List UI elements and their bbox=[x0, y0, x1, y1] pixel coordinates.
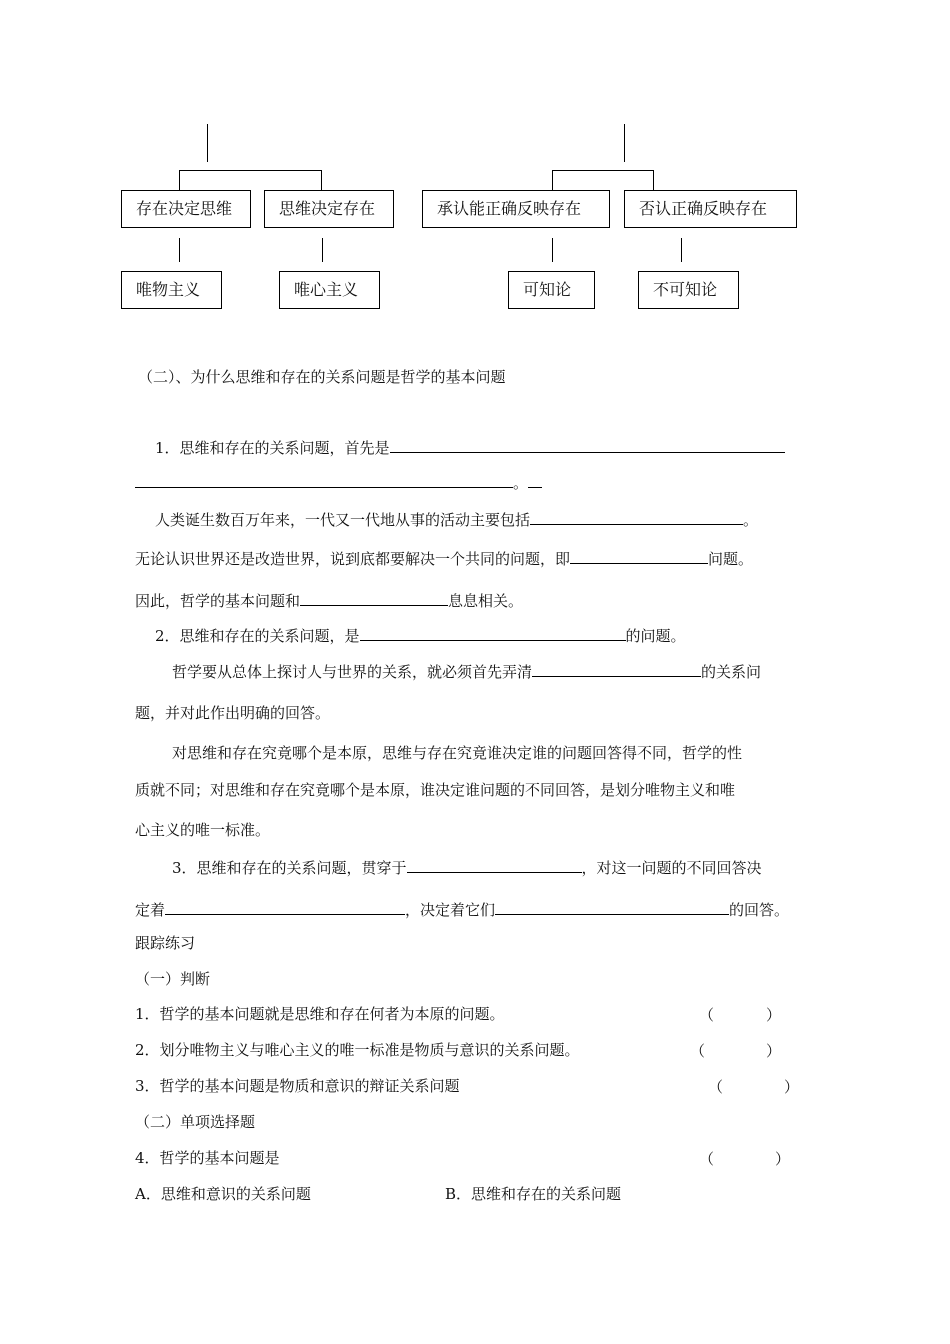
activities-blank[interactable] bbox=[530, 509, 743, 525]
left-tree-top-line bbox=[207, 124, 208, 162]
q2-paren-close: ） bbox=[766, 1042, 782, 1060]
left-tree-branch-2 bbox=[321, 170, 322, 190]
item1-blank-3[interactable] bbox=[528, 472, 542, 488]
item1-cont-line bbox=[135, 472, 542, 493]
right-tree-branch-1 bbox=[552, 170, 553, 190]
option-b[interactable]: B．思维和存在的关系问题 bbox=[445, 1185, 622, 1203]
box-can-reflect-existence: 承认能正确反映存在 bbox=[422, 190, 610, 228]
therefore-blank[interactable] bbox=[300, 590, 448, 606]
q4-paren-close: ） bbox=[775, 1150, 791, 1168]
para-nature-l3: 心主义的唯一标准。 bbox=[135, 821, 271, 839]
item1-end: 。 bbox=[513, 474, 529, 492]
judge-heading: （一）判断 bbox=[135, 970, 211, 988]
question-1: 1．哲学的基本问题就是思维和存在何者为本原的问题。 bbox=[135, 1005, 505, 1023]
para-activities-text: 人类诞生数百万年来，一代又一代地从事的活动主要包括 bbox=[155, 511, 531, 529]
item3-cont bbox=[135, 899, 789, 920]
right-link-2 bbox=[681, 238, 682, 262]
box-agnosticism: 不可知论 bbox=[638, 271, 739, 309]
question-3: 3．哲学的基本问题是物质和意识的辩证关系问题 bbox=[135, 1077, 460, 1095]
para-activities bbox=[155, 509, 758, 530]
item2-blank[interactable] bbox=[360, 625, 626, 641]
item2-line bbox=[155, 625, 686, 646]
overall-blank[interactable] bbox=[532, 661, 701, 677]
box-materialism: 唯物主义 bbox=[121, 271, 222, 309]
right-tree-bracket bbox=[552, 170, 654, 171]
left-tree-branch-1 bbox=[179, 170, 180, 190]
para-therefore-end: 息息相关。 bbox=[448, 592, 524, 610]
left-link-2 bbox=[322, 238, 323, 262]
left-tree-bracket bbox=[179, 170, 322, 171]
question-2: 2．划分唯物主义与唯心主义的唯一标准是物质与意识的关系问题。 bbox=[135, 1041, 580, 1059]
para-overall-end: 的关系问 bbox=[701, 663, 762, 681]
item1-blank-2[interactable] bbox=[135, 472, 513, 488]
left-link-1 bbox=[179, 238, 180, 262]
practice-title: 跟踪练习 bbox=[135, 934, 196, 952]
item3-text-5: 的回答。 bbox=[729, 901, 790, 919]
box-idealism: 唯心主义 bbox=[279, 271, 380, 309]
right-link-1 bbox=[552, 238, 553, 262]
right-tree-branch-2 bbox=[653, 170, 654, 190]
q1-paren-close: ） bbox=[766, 1006, 782, 1024]
para-overall-text: 哲学要从总体上探讨人与世界的关系，就必须首先弄清 bbox=[172, 663, 533, 681]
item1-blank[interactable] bbox=[390, 437, 785, 453]
item3-text-3: 定着 bbox=[135, 901, 166, 919]
para-nature-l2: 质就不同；对思维和存在究竟哪个是本原，谁决定谁问题的不同回答，是划分唯物主义和唯 bbox=[135, 781, 736, 799]
option-a[interactable]: A．思维和意识的关系问题 bbox=[135, 1185, 311, 1203]
item3-line bbox=[172, 857, 762, 878]
box-knowability: 可知论 bbox=[508, 271, 595, 309]
para-overall bbox=[172, 661, 761, 682]
item2-end: 的问题。 bbox=[625, 627, 686, 645]
right-tree-top-line bbox=[624, 124, 625, 162]
question-4: 4．哲学的基本问题是 bbox=[135, 1149, 280, 1167]
para-overall-cont: 题，并对此作出明确的回答。 bbox=[135, 704, 331, 722]
para-therefore bbox=[135, 590, 523, 611]
common-problem-blank[interactable] bbox=[570, 548, 708, 564]
item1-line bbox=[155, 437, 785, 458]
para-nature-l1: 对思维和存在究竟哪个是本原，思维与存在究竟谁决定谁的问题回答得不同，哲学的性 bbox=[172, 744, 743, 762]
para-common-problem bbox=[135, 548, 753, 569]
q2-paren-open: （ bbox=[690, 1042, 706, 1060]
para-common-end: 问题。 bbox=[708, 550, 754, 568]
box-thought-determines-matter: 思维决定存在 bbox=[264, 190, 394, 228]
choice-heading: （二）单项选择题 bbox=[135, 1113, 256, 1131]
box-matter-determines-thought: 存在决定思维 bbox=[121, 190, 251, 228]
para-therefore-text: 因此，哲学的基本问题和 bbox=[135, 592, 301, 610]
item3-text-2: ，对这一问题的不同回答决 bbox=[581, 859, 762, 877]
item3-text-4: ，决定着它们 bbox=[405, 901, 496, 919]
box-cannot-reflect-existence: 否认正确反映存在 bbox=[624, 190, 797, 228]
q4-paren-open: （ bbox=[699, 1150, 715, 1168]
q1-paren-open: （ bbox=[699, 1006, 715, 1024]
para-activities-end: 。 bbox=[743, 511, 759, 529]
section2-heading: （二）、为什么思维和存在的关系问题是哲学的基本问题 bbox=[138, 368, 506, 386]
item3-blank-1[interactable] bbox=[407, 857, 582, 873]
item3-blank-2[interactable] bbox=[165, 899, 405, 915]
item2-text: 2．思维和存在的关系问题，是 bbox=[155, 627, 360, 645]
q3-paren-close: ） bbox=[784, 1078, 800, 1096]
item3-blank-3[interactable] bbox=[495, 899, 729, 915]
item3-text: 3．思维和存在的关系问题，贯穿于 bbox=[172, 859, 407, 877]
q3-paren-open: （ bbox=[708, 1078, 724, 1096]
para-common-text: 无论认识世界还是改造世界，说到底都要解决一个共同的问题，即 bbox=[135, 550, 571, 568]
item1-text: 1．思维和存在的关系问题，首先是 bbox=[155, 439, 390, 457]
